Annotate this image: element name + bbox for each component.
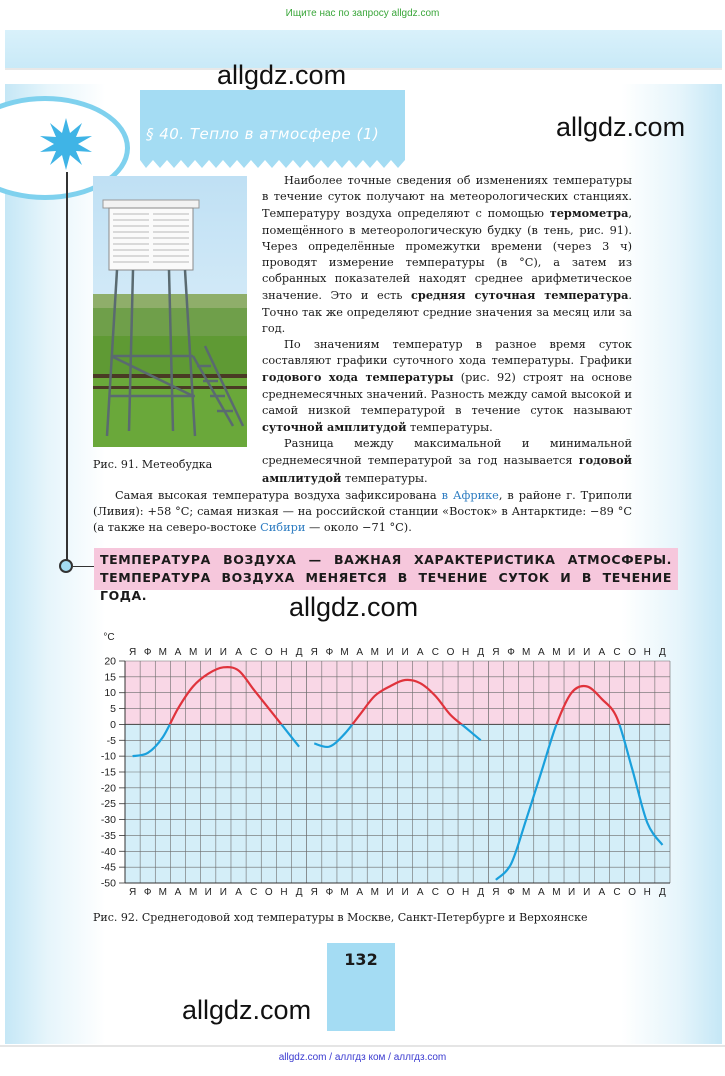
text-run: . Точно так же определяют средние значения за месяц или за год. bbox=[262, 289, 632, 335]
month-label-top: Ф bbox=[325, 647, 334, 658]
month-label-bottom: С bbox=[613, 887, 621, 898]
month-label-bottom: Д bbox=[295, 887, 303, 898]
y-tick-label: -30 bbox=[100, 814, 116, 827]
month-label-top: М bbox=[370, 647, 379, 658]
text-run: (рис. 92) строят на основе среднемесячных значений. Разность между самой высокой и самой низкой температурой в течение суток называют bbox=[262, 371, 632, 417]
month-label-top: О bbox=[264, 647, 273, 658]
page-number: 132 bbox=[344, 950, 378, 969]
month-label-top: И bbox=[568, 647, 576, 658]
month-label-top: Н bbox=[643, 647, 651, 658]
margin-line bbox=[66, 172, 68, 564]
watermark: allgdz.com bbox=[556, 112, 686, 142]
month-label-bottom: Д bbox=[477, 887, 485, 898]
month-label-bottom: И bbox=[568, 887, 576, 898]
y-tick-label: 20 bbox=[104, 655, 116, 668]
month-label-top: Д bbox=[659, 647, 666, 658]
weather-station-photo bbox=[93, 176, 247, 447]
margin-bullet bbox=[59, 559, 73, 573]
month-label-bottom: И bbox=[401, 887, 409, 898]
month-label-bottom: М bbox=[552, 887, 561, 898]
previous-page-strip bbox=[5, 30, 722, 70]
side-text bbox=[262, 173, 632, 487]
text-run: Разница между максимальной и минимальной среднемесячной температурой за год называется bbox=[262, 437, 632, 468]
month-label-top: М bbox=[340, 647, 349, 658]
month-label-bottom: Д bbox=[659, 887, 666, 898]
month-label-top: Д bbox=[295, 647, 303, 658]
month-label-bottom: И bbox=[204, 887, 212, 898]
month-label-bottom: Я bbox=[128, 887, 137, 898]
text-run: температуры. bbox=[406, 421, 493, 435]
month-label-top: М bbox=[522, 647, 531, 658]
month-label-top: А bbox=[235, 647, 242, 658]
month-label-top: Я bbox=[492, 647, 500, 658]
temperature-chart bbox=[95, 630, 685, 900]
text-run: , помещённого в метеорологическую будку (в тень, рис. 91). Через определённые промежутки времени (через 3 ч) проводят измерение температуры (в °С), а затем из собранных показателей находят среднее арифметическое значение. Это и есть bbox=[262, 207, 632, 303]
full-width-text bbox=[93, 488, 632, 537]
month-label-bottom: Н bbox=[462, 887, 470, 898]
y-tick-label: -35 bbox=[100, 829, 116, 842]
month-label-bottom: А bbox=[235, 887, 242, 898]
month-label-bottom: С bbox=[250, 887, 258, 898]
full-paragraph bbox=[93, 488, 632, 537]
key-term: средняя суточная температура bbox=[411, 288, 629, 303]
month-label-top: Я bbox=[128, 647, 137, 658]
side-paragraph bbox=[262, 173, 632, 337]
month-label-top: А bbox=[356, 647, 363, 658]
month-label-top: Н bbox=[280, 647, 288, 658]
y-tick-label: 5 bbox=[110, 703, 116, 716]
watermark: allgdz.com bbox=[217, 60, 347, 90]
month-label-bottom: Н bbox=[280, 887, 288, 898]
key-term: годовой амплитудой bbox=[262, 453, 632, 485]
y-tick-label: 10 bbox=[104, 687, 116, 700]
month-label-bottom: О bbox=[628, 887, 637, 898]
y-tick-label: 15 bbox=[104, 671, 116, 684]
footer-divider bbox=[0, 1045, 725, 1047]
text-run: — около −71 °С). bbox=[305, 521, 412, 535]
month-label-bottom: Я bbox=[310, 887, 318, 898]
month-label-top: Ф bbox=[143, 647, 152, 658]
month-label-top: Н bbox=[462, 647, 470, 658]
watermark: allgdz.com bbox=[289, 592, 419, 622]
key-term: термометра bbox=[549, 206, 629, 221]
side-paragraph bbox=[262, 337, 632, 436]
sun-star-icon bbox=[40, 118, 92, 170]
month-label-top: М bbox=[552, 647, 561, 658]
y-tick-label: -45 bbox=[100, 861, 116, 874]
month-label-bottom: А bbox=[356, 887, 363, 898]
section-header-banner bbox=[140, 90, 405, 154]
month-label-bottom: О bbox=[264, 887, 273, 898]
key-statement-box bbox=[94, 548, 678, 603]
text-run: температуры. bbox=[341, 471, 428, 485]
month-label-bottom: А bbox=[416, 887, 424, 898]
header-zigzag-edge bbox=[140, 152, 405, 170]
y-tick-label: -5 bbox=[106, 734, 116, 747]
y-tick-label: -15 bbox=[100, 766, 116, 779]
photo-caption: Рис. 91. Метеобудка bbox=[93, 458, 213, 471]
y-axis-label: °С bbox=[103, 632, 115, 643]
text-run: Наиболее точные сведения об изменениях температуры в течение суток получают на метеорологических станциях. Температуру воздуха определяют с помощью bbox=[262, 174, 632, 221]
month-label-bottom: Ф bbox=[325, 887, 334, 898]
month-label-top: Я bbox=[310, 647, 318, 658]
month-label-bottom: И bbox=[386, 887, 394, 898]
top-note[interactable]: Ищите нас по запросу allgdz.com bbox=[285, 8, 440, 19]
month-label-bottom: М bbox=[188, 887, 198, 898]
section-title: § 40. Тепло в атмосфере (1) bbox=[146, 125, 380, 143]
map-term: в Африке bbox=[441, 489, 499, 502]
month-label-top: А bbox=[598, 647, 606, 658]
y-tick-label: -25 bbox=[100, 798, 116, 811]
month-label-bottom: С bbox=[431, 887, 439, 898]
month-label-top: А bbox=[537, 647, 545, 658]
month-label-top: М bbox=[188, 647, 198, 658]
text-run: , в районе г. Триполи (Ливия): +58 °С; самая низкая — на российской станции «Восток» в Антарктиде: −89 °С (а также на северо-востоке bbox=[93, 489, 633, 535]
y-tick-label: 0 bbox=[110, 718, 116, 731]
chart-caption: Рис. 92. Среднегодовой ход температуры в Москве, Санкт-Петербурге и Верхоянске bbox=[93, 911, 588, 924]
text-run: По значениям температур в разное время суток составляют графики суточного хода температуры. Графики bbox=[262, 338, 632, 368]
key-statement-line-2: ТЕМПЕРАТУРА ВОЗДУХА МЕНЯЕТСЯ В ТЕЧЕНИЕ СУТОК И В ТЕЧЕНИЕ ГОДА. bbox=[100, 570, 672, 603]
month-label-top: С bbox=[431, 647, 439, 658]
text-run: Самая высокая температура воздуха зафиксирована bbox=[115, 489, 442, 502]
month-label-top: И bbox=[219, 647, 227, 658]
map-term: Сибири bbox=[260, 521, 306, 535]
y-tick-label: -20 bbox=[100, 782, 116, 795]
month-label-bottom: И bbox=[583, 887, 591, 898]
month-label-bottom: И bbox=[219, 887, 227, 898]
month-label-top: Ф bbox=[507, 647, 515, 658]
month-label-bottom: О bbox=[446, 887, 455, 898]
month-label-top: А bbox=[416, 647, 424, 658]
month-label-top: И bbox=[386, 647, 394, 658]
month-label-top: С bbox=[250, 647, 258, 658]
month-label-bottom: Ф bbox=[507, 887, 515, 898]
month-label-top: О bbox=[446, 647, 455, 658]
month-label-top: И bbox=[583, 647, 591, 658]
month-label-bottom: Ф bbox=[143, 887, 152, 898]
key-term: суточной амплитудой bbox=[262, 420, 407, 435]
month-label-bottom: А bbox=[174, 887, 182, 898]
month-label-bottom: Я bbox=[492, 887, 500, 898]
y-tick-label: -50 bbox=[100, 877, 116, 890]
month-label-top: А bbox=[174, 647, 182, 658]
month-label-top: О bbox=[628, 647, 637, 658]
month-label-bottom: А bbox=[598, 887, 606, 898]
key-statement-line-1: ТЕМПЕРАТУРА ВОЗДУХА — ВАЖНАЯ ХАРАКТЕРИСТИКА АТМОСФЕРЫ. bbox=[100, 552, 672, 567]
y-tick-label: -10 bbox=[100, 750, 116, 763]
month-label-bottom: М bbox=[370, 887, 379, 898]
side-paragraph bbox=[262, 436, 632, 487]
key-term: годового хода температуры bbox=[262, 370, 454, 385]
month-label-top: Д bbox=[477, 647, 485, 658]
month-label-bottom: Н bbox=[643, 887, 651, 898]
month-label-top: С bbox=[613, 647, 621, 658]
month-label-top: И bbox=[401, 647, 409, 658]
bottom-note[interactable]: allgdz.com / аллгдз ком / аллгдз.com bbox=[278, 1052, 447, 1063]
watermark: allgdz.com bbox=[182, 995, 312, 1025]
margin-connector bbox=[73, 566, 95, 567]
month-label-top: И bbox=[204, 647, 212, 658]
month-label-top: М bbox=[158, 647, 168, 658]
month-label-bottom: М bbox=[522, 887, 531, 898]
month-label-bottom: М bbox=[340, 887, 349, 898]
month-label-bottom: А bbox=[537, 887, 545, 898]
y-tick-label: -40 bbox=[100, 845, 116, 858]
month-label-bottom: М bbox=[158, 887, 168, 898]
